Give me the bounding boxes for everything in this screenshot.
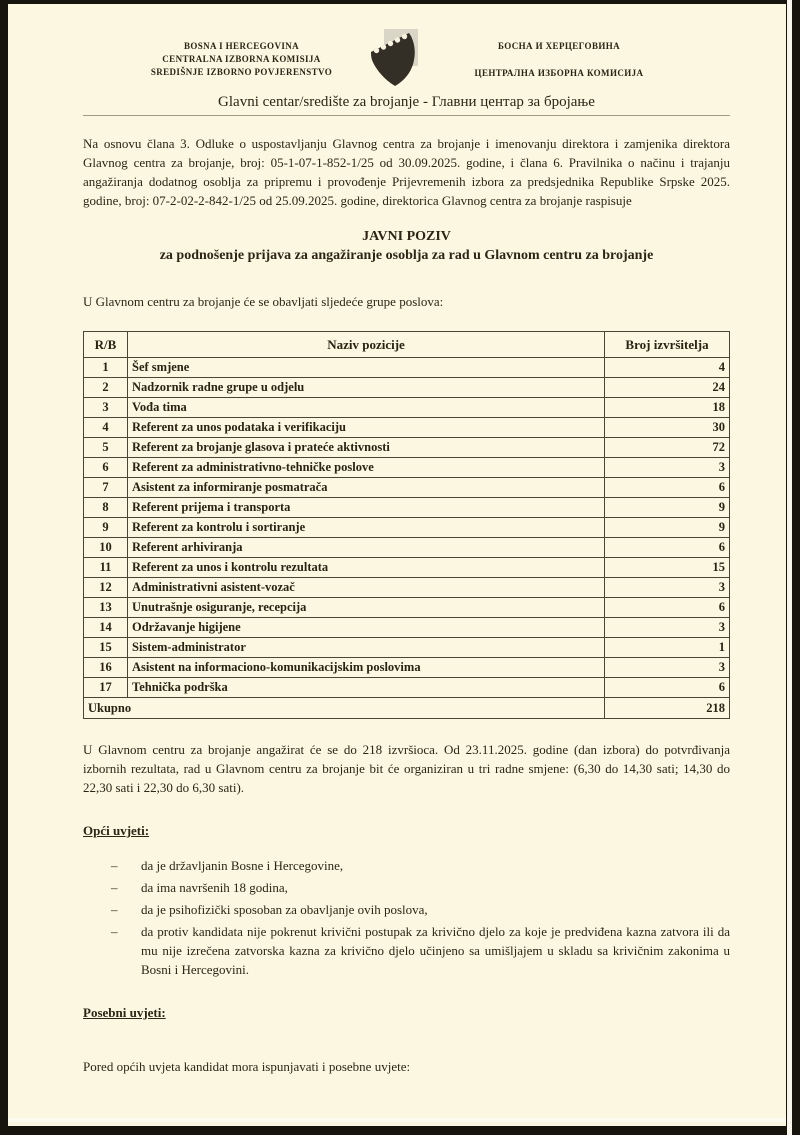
row-number: 15 — [84, 638, 128, 658]
intro-paragraph: Na osnovu člana 3. Odluke o uspostavljanju Glavnog centra za brojanje i imenovanju direktora i zamjenika direktora Glavnog centra za brojanje, broj: 05-1-07-1-852-1/25 od 30.09.2025. godine, i člana 6. Pravilnika o načinu i trajanju angažiranja dodatnog osoblja za pripremu i provođenje Prijevremenih izbora za predsjednika Republike Srpske 2025. godine, broj: 07-2-02-2-842-1/25 od 25.09.2025. godine, direktorica Glavnog centra za brojanje raspisuje — [83, 136, 730, 208]
position-count: 3 — [605, 458, 730, 478]
dash-marker: – — [111, 858, 118, 873]
position-name: Šef smjene — [128, 358, 605, 378]
header-line: SREDIŠNJE IZBORNO POVJERENSTVO — [150, 66, 333, 77]
row-number: 1 — [84, 358, 128, 378]
position-name: Unutrašnje osiguranje, recepcija — [128, 598, 605, 618]
document-page — [8, 4, 786, 1126]
row-number: 6 — [84, 458, 128, 478]
table-row — [84, 578, 730, 598]
header-cyrillic-block — [434, 28, 684, 90]
position-name: Referent prijema i transporta — [128, 498, 605, 518]
position-name: Tehnička podrška — [128, 678, 605, 698]
table-row — [84, 358, 730, 378]
position-count: 4 — [605, 358, 730, 378]
condition-text: da ima navršenih 18 godina, — [141, 880, 288, 895]
condition-item — [83, 856, 730, 875]
column-header-count: Broj izvršitelja — [605, 332, 730, 358]
table-row — [84, 558, 730, 578]
table-row — [84, 678, 730, 698]
dash-marker: – — [111, 902, 118, 917]
table-row — [84, 398, 730, 418]
table-header-row — [84, 332, 730, 358]
position-name: Vođa tima — [128, 398, 605, 418]
header-line: BOSNA I HERCEGOVINA — [183, 40, 300, 51]
position-name: Nadzornik radne grupe u odjelu — [128, 378, 605, 398]
condition-text: da je državljanin Bosne i Hercegovine, — [141, 858, 344, 873]
row-number: 12 — [84, 578, 128, 598]
scan-edge-strip — [787, 0, 792, 1135]
condition-item — [83, 900, 730, 919]
table-row — [84, 618, 730, 638]
position-count: 6 — [605, 538, 730, 558]
position-count: 30 — [605, 418, 730, 438]
positions-table — [83, 331, 730, 719]
row-number: 17 — [84, 678, 128, 698]
position-name: Asistent za informiranje posmatrača — [128, 478, 605, 498]
position-count: 18 — [605, 398, 730, 418]
condition-text: da protiv kandidata nije pokrenut krivični postupak za krivično djelo za koje je predviđena kazna zatvora ili da mu nije izrečena zatvorska kazna za krivično djelo učinjeno sa umišljajem u skladu sa krivičnim zakonima u Bosni i Hercegovini. — [141, 924, 730, 977]
position-name: Referent za unos i kontrolu rezultata — [128, 558, 605, 578]
header-latin-block — [129, 40, 354, 79]
header-subtitle: Glavni centar/središte za brojanje - Главни центар за бројање — [83, 94, 730, 116]
table-row — [84, 458, 730, 478]
row-number: 9 — [84, 518, 128, 538]
position-count: 24 — [605, 378, 730, 398]
position-count: 3 — [605, 658, 730, 678]
row-number: 4 — [84, 418, 128, 438]
table-intro: U Glavnom centru za brojanje će se obavljati sljedeće grupe poslova: — [83, 294, 444, 309]
header-line: CENTRALNA IZBORNA KOMISIJA — [162, 53, 321, 64]
header-line: ЦЕНТРАЛНА ИЗБОРНА КОМИСИЈА — [474, 67, 644, 78]
table-row — [84, 418, 730, 438]
position-name: Referent arhiviranja — [128, 538, 605, 558]
total-value: 218 — [605, 698, 730, 719]
table-row — [84, 658, 730, 678]
general-conditions-list — [83, 856, 730, 979]
row-number: 13 — [84, 598, 128, 618]
position-count: 6 — [605, 678, 730, 698]
table-row — [84, 478, 730, 498]
table-row — [84, 498, 730, 518]
position-name: Referent za kontrolu i sortiranje — [128, 518, 605, 538]
table-row — [84, 538, 730, 558]
position-name: Sistem-administrator — [128, 638, 605, 658]
table-total-row — [84, 698, 730, 719]
row-number: 14 — [84, 618, 128, 638]
document-title-subtitle: za podnošenje prijava za angažiranje osoblja za rad u Glavnom centru za brojanje — [159, 248, 654, 263]
table-row — [84, 438, 730, 458]
cec-shield-logo-icon — [368, 28, 420, 90]
document-header — [83, 28, 730, 116]
document-title: JAVNI POZIV — [362, 229, 451, 244]
position-name: Administrativni asistent-vozač — [128, 578, 605, 598]
dash-marker: – — [111, 880, 118, 895]
row-number: 8 — [84, 498, 128, 518]
condition-item — [83, 922, 730, 979]
table-row — [84, 378, 730, 398]
table-row — [84, 638, 730, 658]
shifts-paragraph: U Glavnom centru za brojanje angažirat će se do 218 izvršioca. Od 23.11.2025. godine (dan izbora) do potvrđivanja izbornih rezultata, rad u Glavnom centru za brojanje bit će organiziran u tri radne smjene: (6,30 do 14,30 sati; 14,30 do 22,30 sati i 22,30 do 6,30 sati). — [83, 742, 730, 795]
row-number: 3 — [84, 398, 128, 418]
row-number: 2 — [84, 378, 128, 398]
position-name: Referent za administrativno-tehničke poslove — [128, 458, 605, 478]
table-row — [84, 598, 730, 618]
position-name: Referent za brojanje glasova i prateće aktivnosti — [128, 438, 605, 458]
position-name: Referent za unos podataka i verifikaciju — [128, 418, 605, 438]
table-row — [84, 518, 730, 538]
row-number: 11 — [84, 558, 128, 578]
position-count: 3 — [605, 618, 730, 638]
condition-text: da je psihofizički sposoban za obavljanje ovih poslova, — [141, 902, 428, 917]
special-conditions-intro: Pored općih uvjeta kandidat mora ispunjavati i posebne uvjete: — [83, 1059, 411, 1074]
general-conditions-heading: Opći uvjeti: — [83, 823, 150, 838]
position-count: 1 — [605, 638, 730, 658]
row-number: 5 — [84, 438, 128, 458]
row-number: 16 — [84, 658, 128, 678]
total-label: Ukupno — [84, 698, 605, 719]
row-number: 7 — [84, 478, 128, 498]
position-count: 72 — [605, 438, 730, 458]
column-header-position: Naziv pozicije — [128, 332, 605, 358]
special-conditions-heading: Posebni uvjeti: — [83, 1005, 166, 1020]
position-count: 3 — [605, 578, 730, 598]
position-count: 9 — [605, 518, 730, 538]
position-count: 6 — [605, 598, 730, 618]
column-header-rb: R/B — [84, 332, 128, 358]
position-count: 6 — [605, 478, 730, 498]
dash-marker: – — [111, 924, 118, 939]
position-name: Održavanje higijene — [128, 618, 605, 638]
position-name: Asistent na informaciono-komunikacijskim poslovima — [128, 658, 605, 678]
condition-item — [83, 878, 730, 897]
header-line: БОСНА И ХЕРЦЕГОВИНА — [497, 40, 621, 51]
row-number: 10 — [84, 538, 128, 558]
position-count: 9 — [605, 498, 730, 518]
position-count: 15 — [605, 558, 730, 578]
